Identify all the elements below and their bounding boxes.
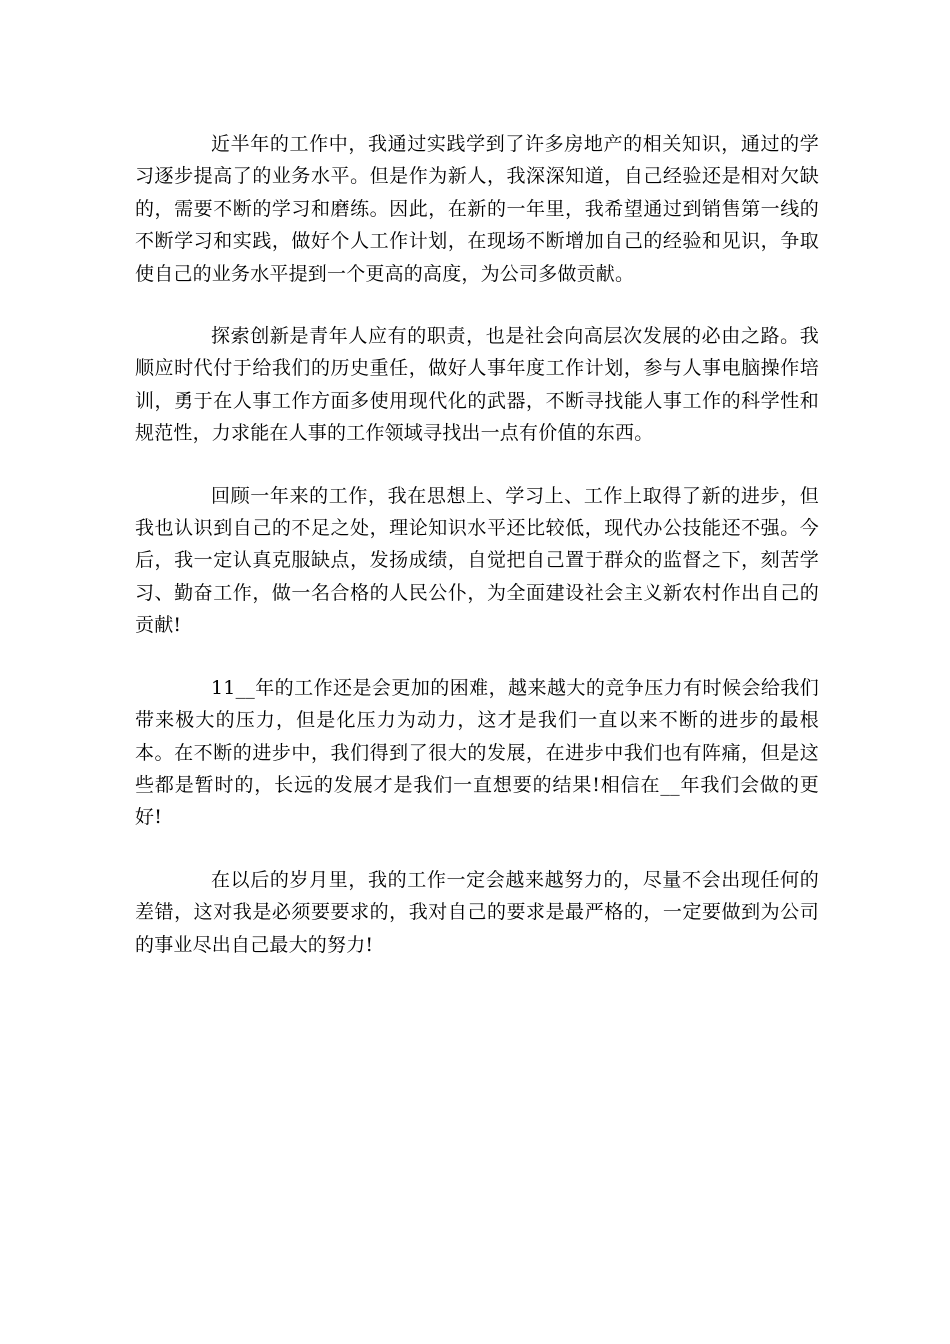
paragraph-5: 在以后的岁月里，我的工作一定会越来越努力的，尽量不会出现任何的差错，这对我是必须要要求的，我对自己的要求是最严格的，一定要做到为公司的事业尽出自己最大的努力! xyxy=(135,868,819,956)
document-body xyxy=(135,128,819,991)
paragraph-4: 11__年的工作还是会更加的困难，越来越大的竞争压力有时候会给我们带来极大的压力，但是化压力为动力，这才是我们一直以来不断的进步的最根本。在不断的进步中，我们得到了很大的发展，在进步中我们也有阵痛，但是这些都是暂时的，长远的发展才是我们一直想要的结果!相信在__年我们会做的更好! xyxy=(135,676,819,829)
paragraph-2: 探索创新是青年人应有的职责，也是社会向高层次发展的必由之路。我顺应时代付于给我们的历史重任，做好人事年度工作计划，参与人事电脑操作培训，勇于在人事工作方面多使用现代化的武器，不断寻找能人事工作的科学性和规范性，力求能在人事的工作领域寻找出一点有价值的东西。 xyxy=(135,325,819,445)
paragraph-1: 近半年的工作中，我通过实践学到了许多房地产的相关知识，通过的学习逐步提高了的业务水平。但是作为新人，我深深知道，自己经验还是相对欠缺的，需要不断的学习和磨练。因此，在新的一年里，我希望通过到销售第一线的不断学习和实践，做好个人工作计划，在现场不断增加自己的经验和见识，争取使自己的业务水平提到一个更高的高度，为公司多做贡献。 xyxy=(135,133,819,285)
paragraph-3: 回顾一年来的工作，我在思想上、学习上、工作上取得了新的进步，但我也认识到自己的不足之处，理论知识水平还比较低，现代办公技能还不强。今后，我一定认真克服缺点，发扬成绩，自觉把自己置于群众的监督之下，刻苦学习、勤奋工作，做一名合格的人民公仆，为全面建设社会主义新农村作出自己的贡献! xyxy=(135,484,819,637)
